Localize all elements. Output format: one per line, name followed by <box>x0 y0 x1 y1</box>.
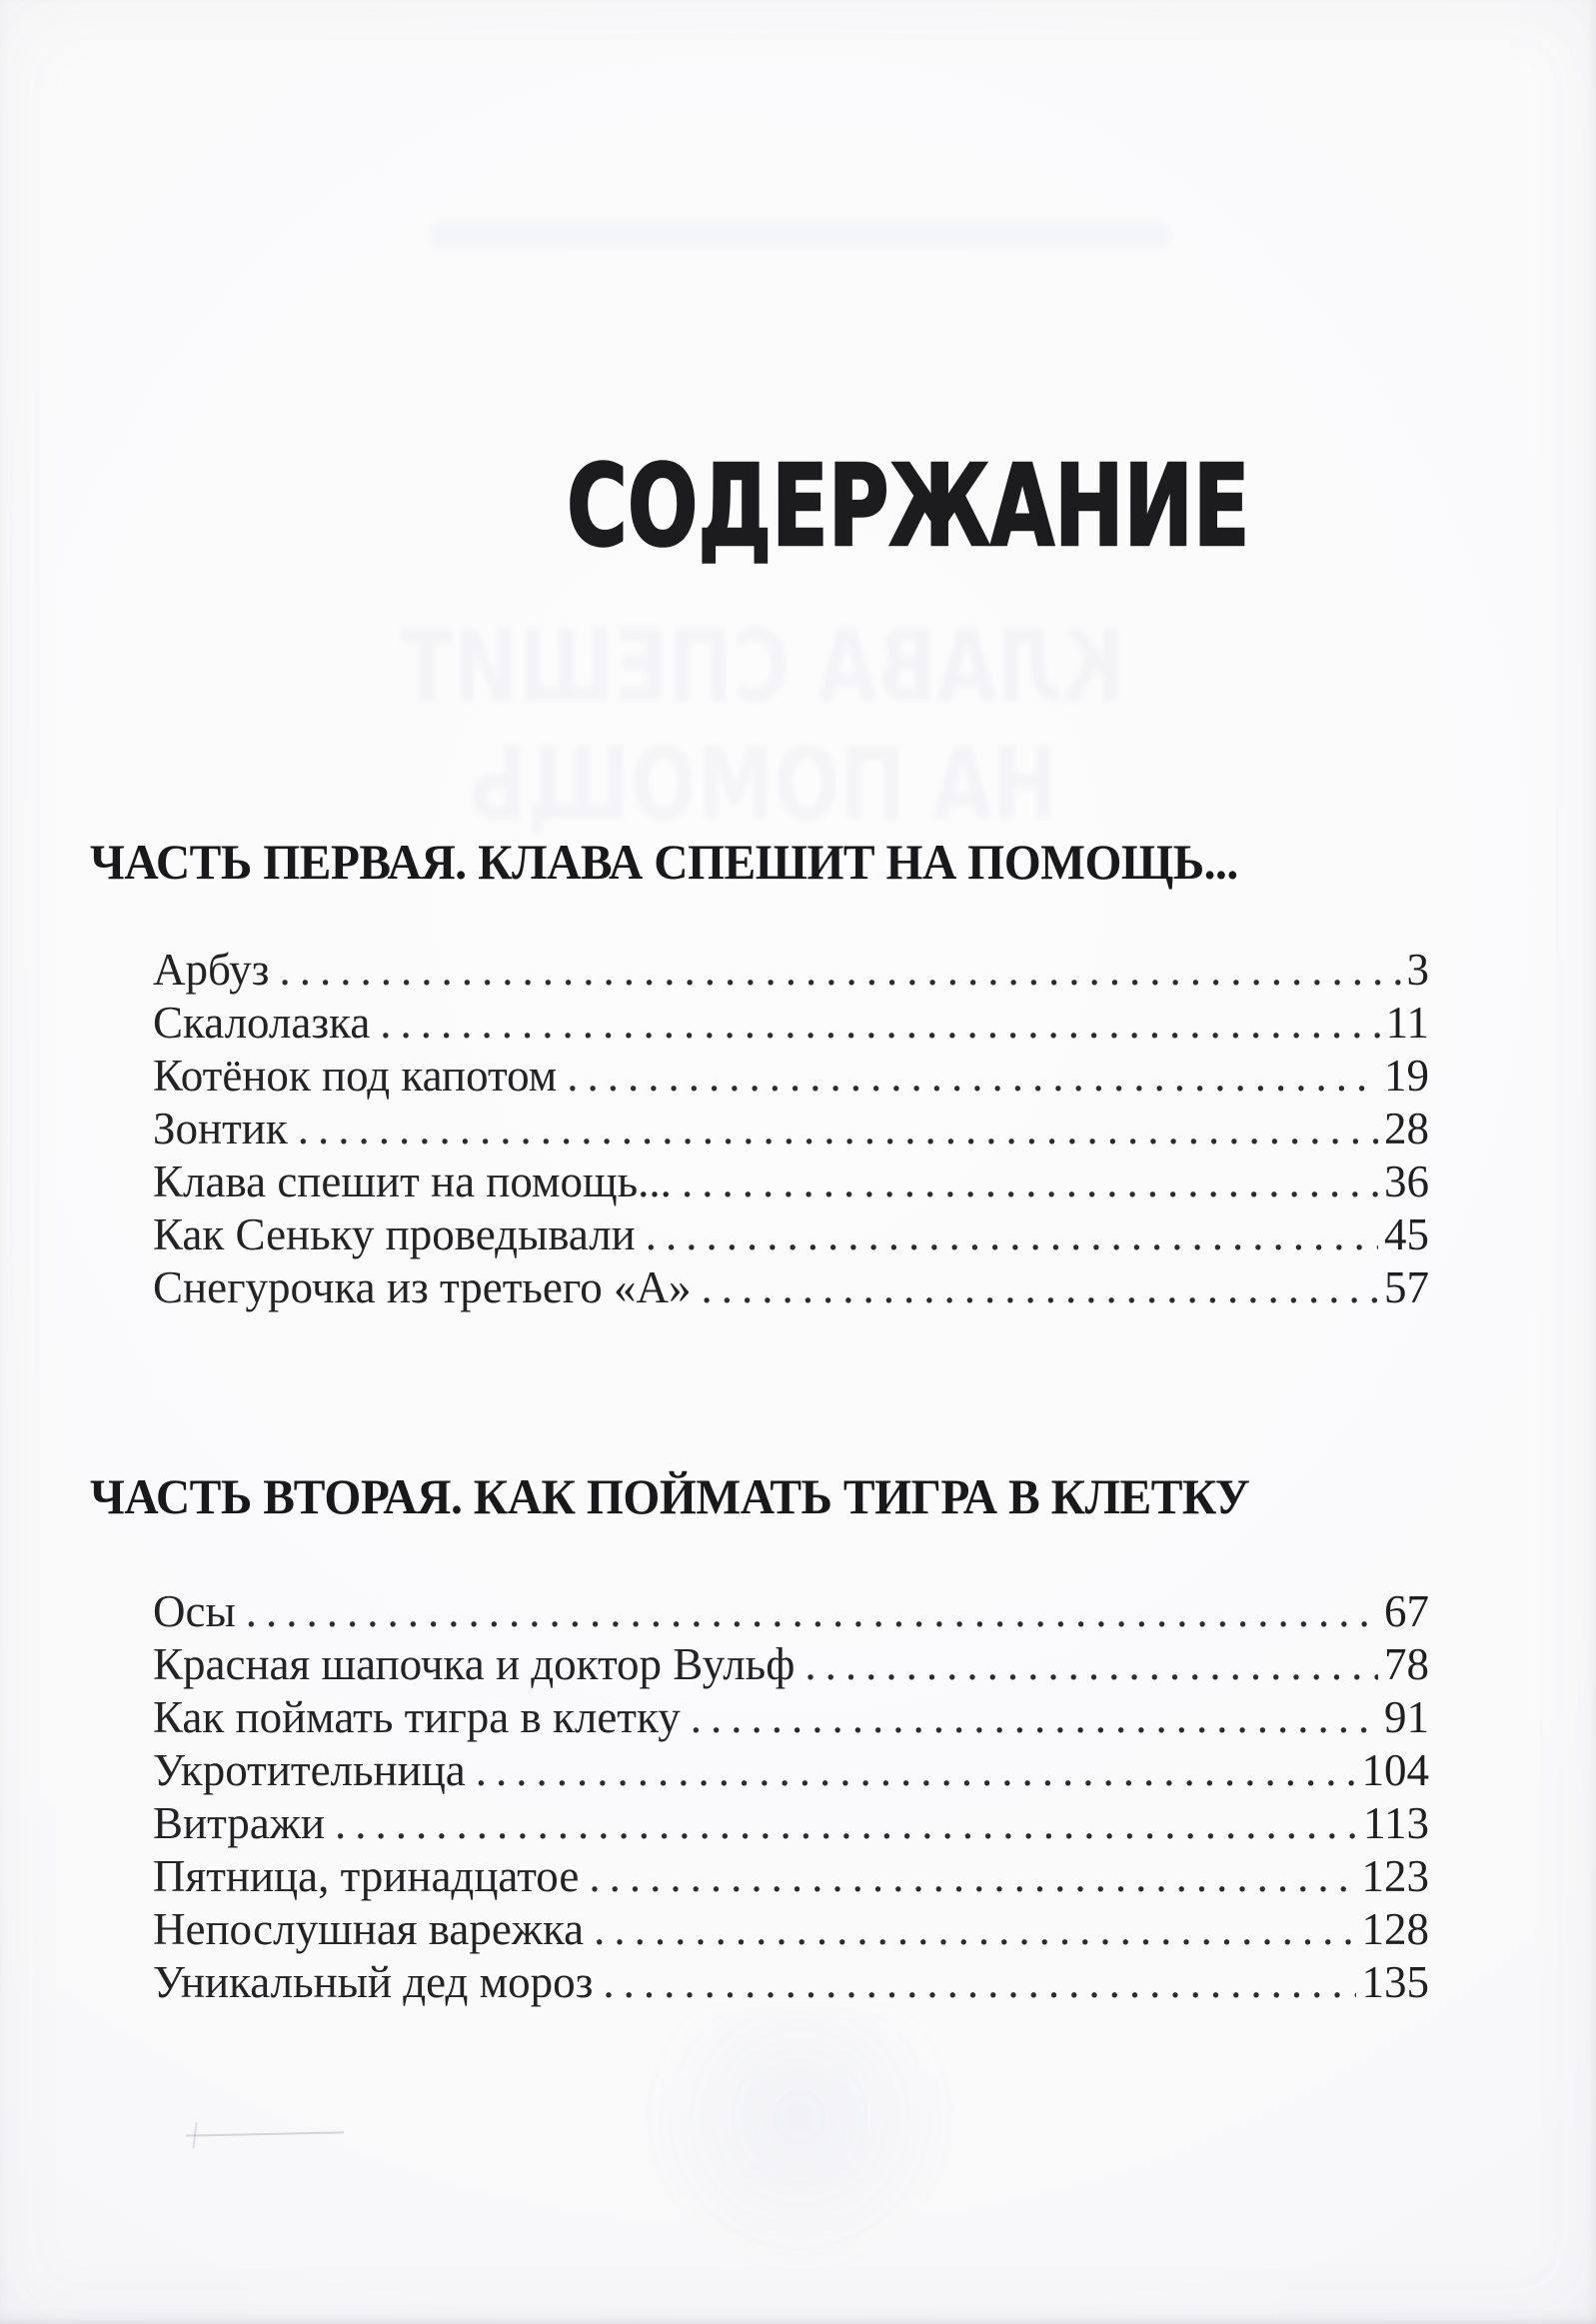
toc-entry-page-number: 78 <box>1384 1639 1429 1689</box>
toc-entry-title: Снегурочка из третьего «А» <box>153 1262 692 1312</box>
toc-entry-title: Осы <box>153 1586 236 1636</box>
toc-entry <box>153 1956 1429 2009</box>
toc-entry-title: Витражи <box>153 1798 325 1848</box>
toc-entries-part2 <box>153 1585 1429 2009</box>
toc-entry-page-number: 19 <box>1384 1051 1429 1101</box>
dot-leader <box>691 1691 1378 1744</box>
toc-entry <box>153 944 1429 997</box>
section-heading-part1: ЧАСТЬ ПЕРВАЯ. КЛАВА СПЕШИТ НА ПОМОЩЬ... <box>90 834 1238 890</box>
toc-entry <box>153 1208 1429 1261</box>
toc-entry-title: Зонтик <box>153 1104 288 1154</box>
toc-entry-page-number: 128 <box>1361 1904 1429 1954</box>
toc-entry-page-number: 45 <box>1384 1209 1429 1259</box>
toc-entry-page-number: 3 <box>1406 945 1429 995</box>
toc-entry-page-number: 91 <box>1384 1692 1429 1742</box>
dot-leader <box>682 1156 1378 1208</box>
toc-entry <box>153 1585 1429 1638</box>
toc-entry <box>153 1691 1429 1744</box>
toc-entry-title: Укротительница <box>153 1745 466 1795</box>
dot-leader <box>476 1744 1356 1797</box>
toc-entry-title: Арбуз <box>153 945 270 995</box>
toc-entry-page-number: 104 <box>1361 1745 1429 1795</box>
showthrough-smudge <box>640 2009 959 2279</box>
dot-leader <box>380 997 1379 1050</box>
toc-entry-title: Клава спешит на помощь... <box>153 1157 672 1206</box>
showthrough-title-line1: КЛАВА СПЕШИТ <box>399 608 1126 725</box>
toc-entry-page-number: 67 <box>1384 1586 1429 1636</box>
page-title-wrap <box>447 442 1250 572</box>
toc-entry-page-number: 113 <box>1363 1798 1429 1848</box>
toc-entry <box>153 997 1429 1050</box>
toc-entry <box>153 1797 1429 1850</box>
dot-leader <box>567 1050 1378 1103</box>
toc-entry-title: Красная шапочка и доктор Вульф <box>153 1639 796 1689</box>
showthrough-band <box>430 222 1169 248</box>
toc-entry-title: Как поймать тигра в клетку <box>153 1692 681 1742</box>
toc-entry <box>153 1261 1429 1314</box>
toc-entry-title: Скалолазка <box>153 998 371 1048</box>
toc-entry <box>153 1638 1429 1691</box>
section-heading-part2: ЧАСТЬ ВТОРАЯ. КАК ПОЙМАТЬ ТИГРА В КЛЕТКУ <box>90 1468 1250 1524</box>
dot-leader <box>701 1261 1378 1314</box>
toc-entry <box>153 1103 1429 1156</box>
toc-entry-title: Как Сеньку проведывали <box>153 1209 636 1259</box>
dot-leader <box>279 944 1400 997</box>
showthrough-title-line2: НА ПОМОЩЬ <box>467 726 1058 843</box>
toc-entry-title: Котёнок под капотом <box>153 1051 558 1101</box>
toc-entries-part1 <box>153 944 1429 1314</box>
dot-leader <box>646 1208 1378 1261</box>
toc-entry-page-number: 36 <box>1384 1157 1429 1206</box>
toc-entry <box>153 1903 1429 1956</box>
pencil-scratch-mark <box>186 2131 344 2136</box>
dot-leader <box>589 1850 1355 1903</box>
dot-leader <box>335 1797 1357 1850</box>
toc-entry-page-number: 11 <box>1385 998 1429 1048</box>
toc-entry-title: Непослушная варежка <box>153 1904 585 1954</box>
toc-entry-page-number: 123 <box>1361 1851 1429 1901</box>
toc-entry <box>153 1744 1429 1797</box>
dot-leader <box>594 1903 1355 1956</box>
toc-entry-title: Уникальный дед мороз <box>153 1957 594 2007</box>
dot-leader <box>603 1956 1355 2009</box>
toc-entry-page-number: 135 <box>1361 1957 1429 2007</box>
dot-leader <box>246 1585 1378 1638</box>
toc-entry <box>153 1156 1429 1208</box>
toc-entry <box>153 1850 1429 1903</box>
toc-entry-page-number: 28 <box>1384 1104 1429 1154</box>
dot-leader <box>298 1103 1378 1156</box>
page-title: СОДЕРЖАНИЕ <box>567 442 1250 572</box>
toc-entry-title: Пятница, тринадцатое <box>153 1851 580 1901</box>
toc-entry <box>153 1050 1429 1103</box>
dot-leader <box>804 1638 1378 1691</box>
toc-entry-page-number: 57 <box>1384 1262 1429 1312</box>
